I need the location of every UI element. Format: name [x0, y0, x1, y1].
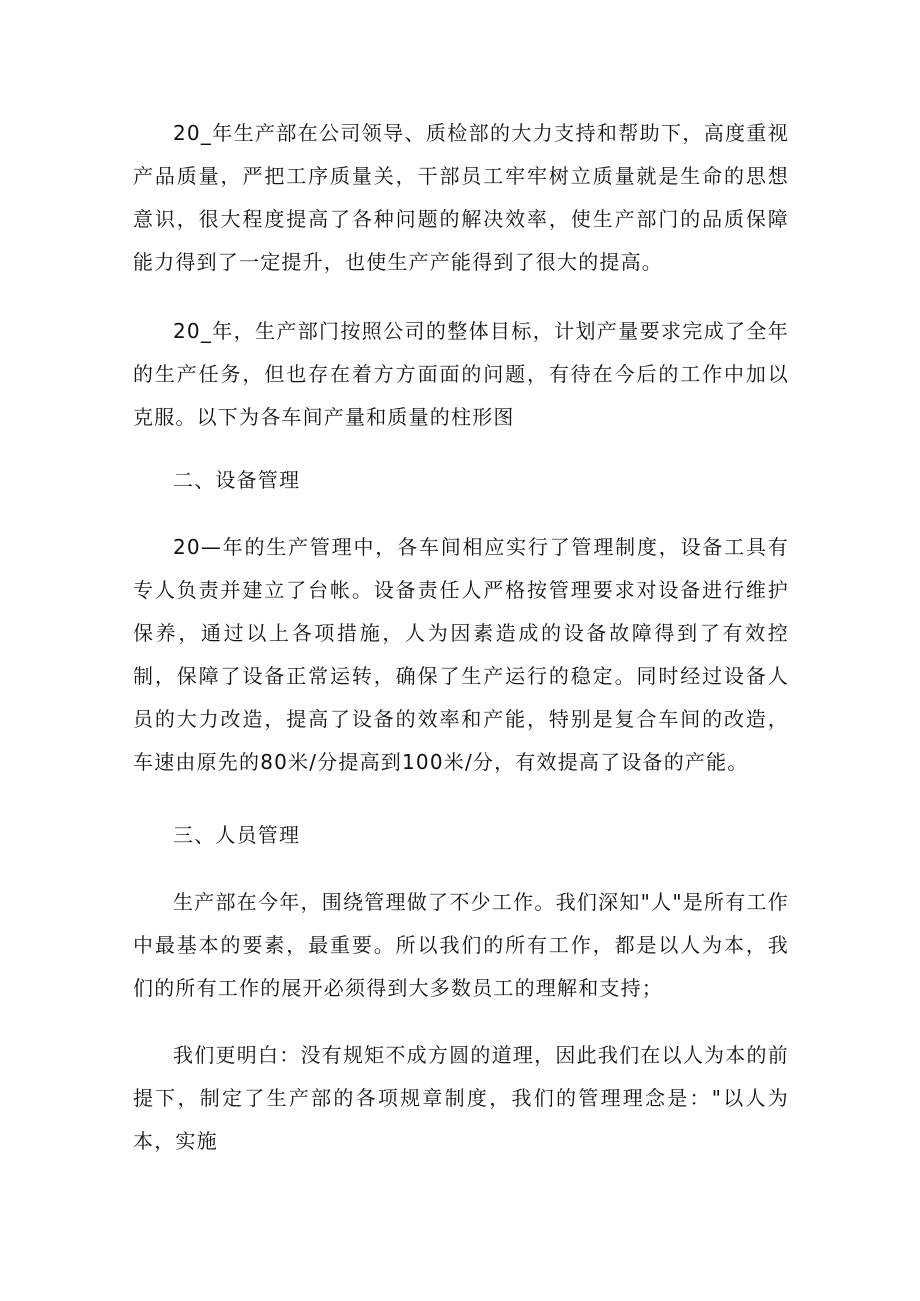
paragraph-quality-support: 20_年生产部在公司领导、质检部的大力支持和帮助下，高度重视产品质量，严把工序质量关，干部员工牢牢树立质量就是生命的思想意识，很大程度提高了各种问题的解决效率，使生产部门的品质保障能力得到了一定提升，也使生产产能得到了很大的提高。 — [133, 121, 789, 274]
section-heading-equipment: 二、设备管理 — [173, 468, 301, 492]
paragraph-spacer — [133, 502, 789, 526]
paragraph-spacer — [133, 784, 789, 814]
paragraph-people-first: 生产部在今年，围绕管理做了不少工作。我们深知"人"是所有工作中最基本的要素，最重要。所以我们的所有工作，都是以人为本，我们的所有工作的展开必须得到大多数员工的理解和支持； — [133, 890, 789, 1000]
paragraph-production-goals: 20_年，生产部门按照公司的整体目标，计划产量要求完成了全年的生产任务，但也存在着方方面面的问题，有待在今后的工作中加以克服。以下为各车间产量和质量的柱形图 — [133, 319, 789, 429]
section-heading-personnel: 三、人员管理 — [173, 823, 301, 847]
paragraph-spacer — [133, 1010, 789, 1034]
paragraph-rules-and-regulations: 我们更明白：没有规矩不成方圆的道理，因此我们在以人为本的前提下，制定了生产部的各项规章制度，我们的管理理念是："以人为本，实施 — [133, 1043, 789, 1153]
paragraph-equipment-management: 20—年的生产管理中，各车间相应实行了管理制度，设备工具有专人负责并建立了台帐。设备责任人严格按管理要求对设备进行维护保养，通过以上各项措施，人为因素造成的设备故障得到了有效控制，保障了设备正常运转，确保了生产运行的稳定。同时经过设备人员的大力改造，提高了设备的效率和产能，特别是复合车间的改造，车速由原先的80米/分提高到100米/分，有效提高了设备的产能。 — [133, 535, 789, 774]
paragraph-spacer — [133, 439, 789, 459]
document-body — [133, 112, 789, 1163]
paragraph-spacer — [133, 284, 789, 310]
paragraph-spacer — [133, 857, 789, 881]
